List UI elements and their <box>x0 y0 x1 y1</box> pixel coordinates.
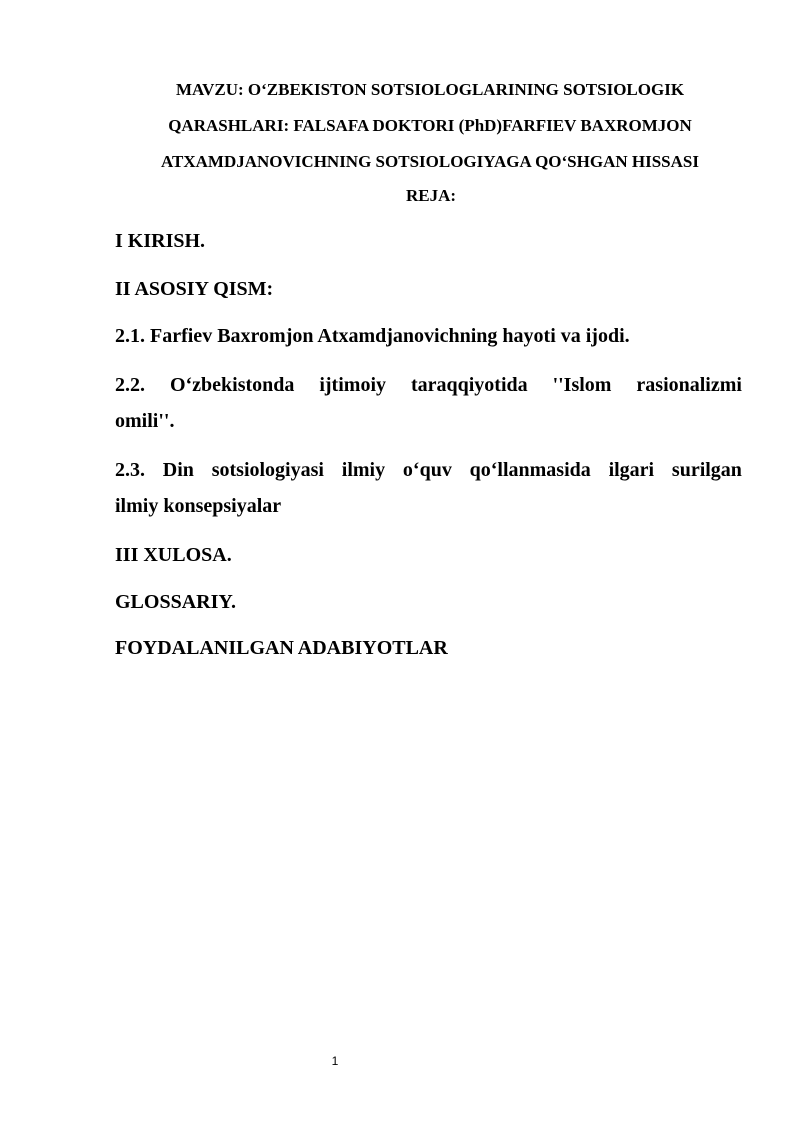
plan-item-2-2-line-2: omili''. <box>115 410 175 432</box>
plan-item-2-2-line-1 <box>115 367 742 403</box>
plan-item-references-text: FOYDALANILGAN ADABIYOTLAR <box>115 637 448 659</box>
plan-item-glossary-text: GLOSSARIY. <box>115 591 236 613</box>
word: rasionalizmi <box>636 374 742 396</box>
title-line-1: MAVZU: O‘ZBEKISTON SOTSIOLOGLARINING SOTSIOLOGIK <box>175 80 685 99</box>
plan-item-intro-text: I KIRISH. <box>115 230 206 252</box>
word: Din <box>162 459 194 481</box>
plan-item-conclusion <box>115 537 742 573</box>
word: taraqqiyotida <box>410 374 528 396</box>
plan-item-2-3-line-1 <box>115 452 742 488</box>
plan-item-2-1 <box>115 318 742 354</box>
plan-item-conclusion-text: III XULOSA. <box>115 544 232 566</box>
plan-heading: REJA: <box>405 186 457 205</box>
plan-item-glossary <box>115 584 742 620</box>
word: surilgan <box>671 459 742 481</box>
plan-item-2-1-text: 2.1. Farfiev Baxromjon Atxamdjanovichning hayoti va ijodi. <box>115 325 630 347</box>
word: 2.2. <box>115 374 145 396</box>
word: ilmiy <box>341 459 386 481</box>
plan-item-2-3 <box>115 452 742 524</box>
word: o‘quv <box>402 459 452 481</box>
plan-item-intro <box>115 223 742 259</box>
word: 2.3. <box>115 459 145 481</box>
plan-item-main <box>115 271 742 307</box>
word: qo‘llanmasida <box>469 459 591 481</box>
title-line-3: ATXAMDJANOVICHNING SOTSIOLOGIYAGA QO‘SHGAN HISSASI <box>161 152 699 171</box>
plan-item-2-3-line-2: ilmiy konsepsiyalar <box>115 495 282 517</box>
title-line-2: QARASHLARI: FALSAFA DOKTORI (PhD)FARFIEV BAXROMJON <box>168 116 692 135</box>
word: ijtimoiy <box>319 374 386 396</box>
word: ilgari <box>608 459 655 481</box>
plan-item-references <box>115 630 742 666</box>
plan-item-2-2 <box>115 367 742 439</box>
document-title <box>110 72 750 180</box>
plan-item-main-text: II ASOSIY QISM: <box>115 278 274 300</box>
word: sotsiologiyasi <box>211 459 324 481</box>
word: ''Islom <box>552 374 612 396</box>
page-number: 1 <box>331 1054 339 1068</box>
word: O‘zbekistonda <box>169 374 295 396</box>
